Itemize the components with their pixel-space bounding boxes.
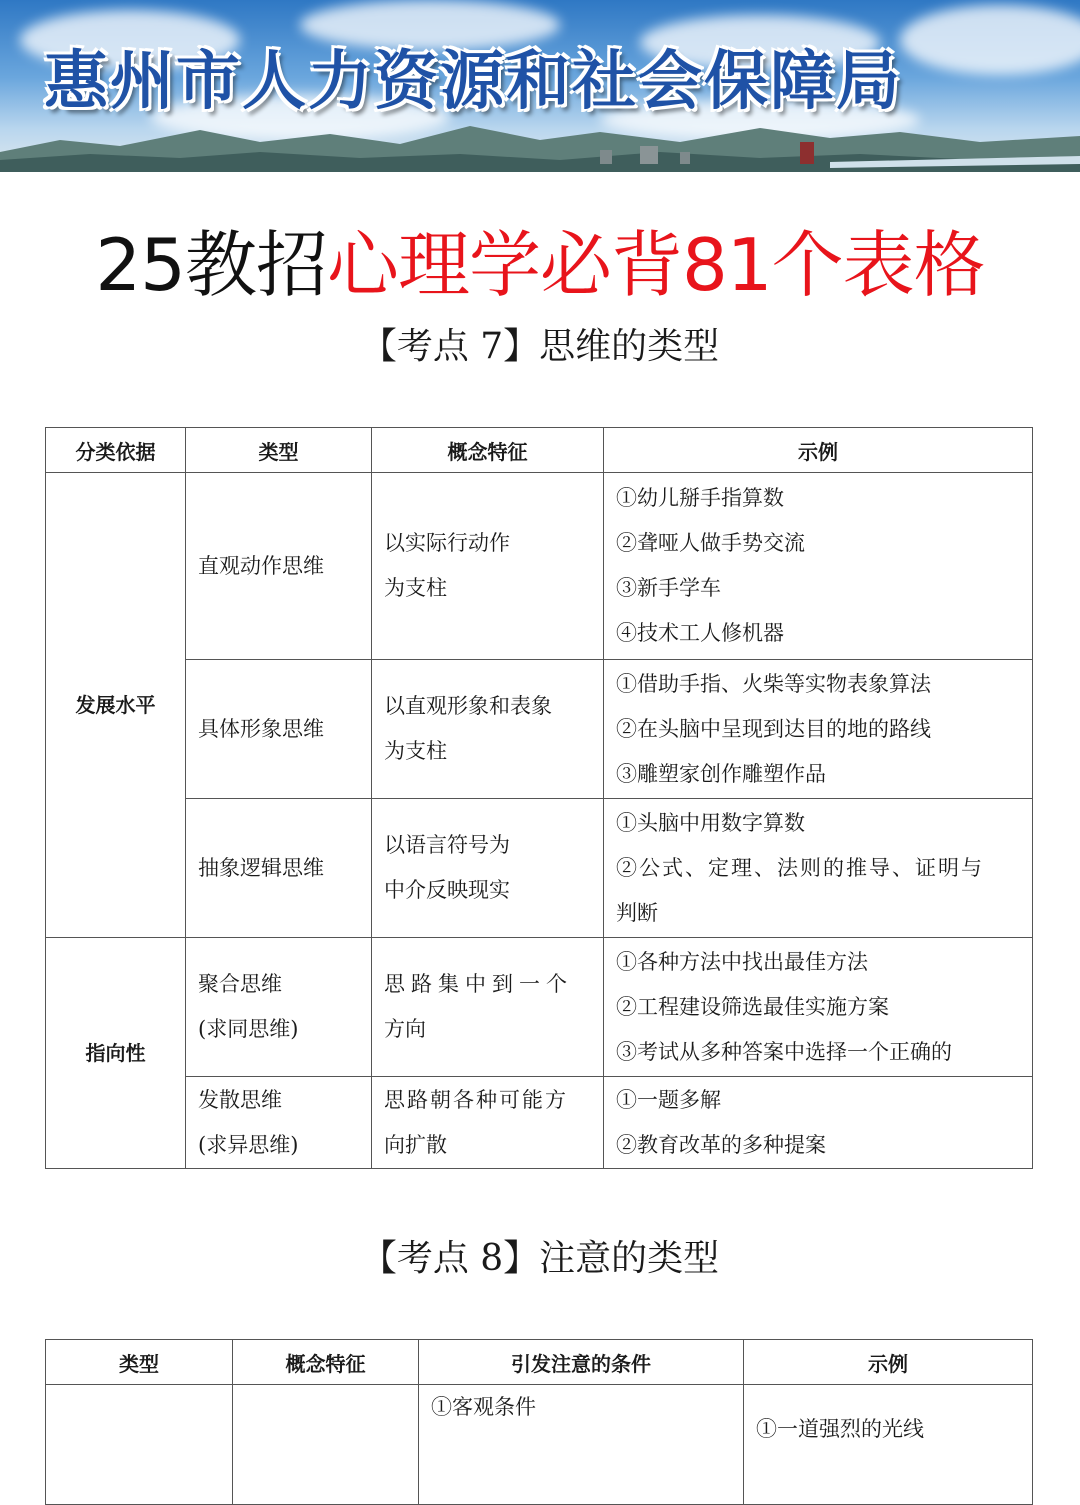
examples-cell: ①一题多解 ②教育改革的多种提案 (604, 1077, 1033, 1169)
concept-feature: 思路集中到一个 方向 (372, 938, 604, 1077)
page-title-prefix: 25教招 (95, 223, 327, 307)
header-banner (0, 0, 1080, 172)
column-header: 类型 (46, 1340, 233, 1385)
column-header: 类型 (186, 428, 372, 473)
concept-feature (233, 1385, 419, 1505)
column-header: 引发注意的条件 (419, 1340, 744, 1385)
concept-feature: 思路朝各种可能方 向扩散 (372, 1077, 604, 1169)
thinking-type: 直观动作思维 (186, 473, 372, 660)
table-header-row (46, 428, 1033, 473)
attention-types-table (45, 1339, 1033, 1505)
section-title-7: 【考点 7】思维的类型 (360, 326, 720, 367)
page-title (0, 222, 1080, 308)
thinking-types-table (45, 427, 1033, 1169)
thinking-type: 发散思维 (求异思维) (186, 1077, 372, 1169)
column-header: 示例 (744, 1340, 1033, 1385)
table-row (46, 938, 1033, 1077)
examples-cell: ①借助手指、火柴等实物表象算法 ②在头脑中呈现到达目的地的路线 ③雕塑家创作雕塑作品 (604, 660, 1033, 799)
table-row (46, 473, 1033, 660)
examples-cell: ①各种方法中找出最佳方法 ②工程建设筛选最佳实施方案 ③考试从多种答案中选择一个正确的 (604, 938, 1033, 1077)
examples-cell: ①头脑中用数字算数 ②公式、定理、法则的推导、证明与 判断 (604, 799, 1033, 938)
column-header: 示例 (604, 428, 1033, 473)
page-title-highlight: 心理学必背81个表格 (327, 223, 985, 307)
site-title: 惠州市人力资源和社会保障局 (44, 44, 902, 119)
concept-feature: 以直观形象和表象 为支柱 (372, 660, 604, 799)
trigger-condition: ①客观条件 (419, 1385, 744, 1505)
table-row (46, 1385, 1033, 1505)
column-header: 概念特征 (372, 428, 604, 473)
table-row (46, 799, 1033, 938)
table-row (46, 1077, 1033, 1169)
table-header-row (46, 1340, 1033, 1385)
concept-feature: 以语言符号为 中介反映现实 (372, 799, 604, 938)
examples-cell: ①一道强烈的光线 (744, 1385, 1033, 1505)
attention-type (46, 1385, 233, 1505)
classification-basis: 发展水平 (46, 473, 186, 938)
examples-cell: ①幼儿掰手指算数 ②聋哑人做手势交流 ③新手学车 ④技术工人修机器 (604, 473, 1033, 660)
section-title-8: 【考点 8】注意的类型 (360, 1238, 720, 1279)
table-row (46, 660, 1033, 799)
concept-feature: 以实际行动作 为支柱 (372, 473, 604, 660)
thinking-type: 抽象逻辑思维 (186, 799, 372, 938)
classification-basis: 指向性 (46, 938, 186, 1169)
thinking-type: 具体形象思维 (186, 660, 372, 799)
column-header: 分类依据 (46, 428, 186, 473)
thinking-type: 聚合思维 (求同思维) (186, 938, 372, 1077)
column-header: 概念特征 (233, 1340, 419, 1385)
